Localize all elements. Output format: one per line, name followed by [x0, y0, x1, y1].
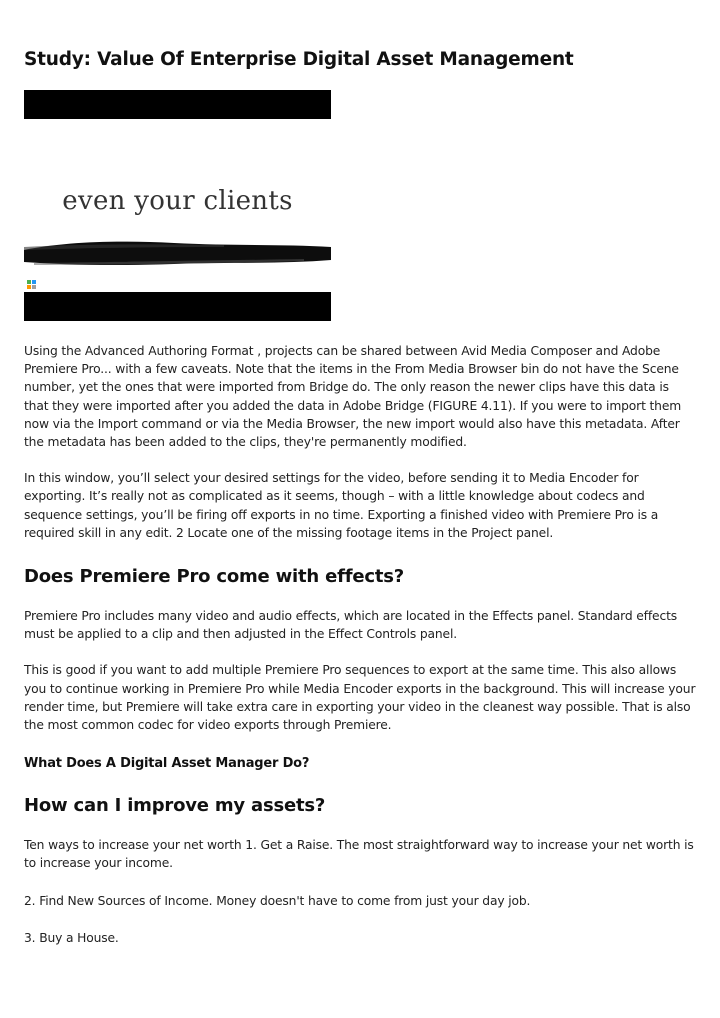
intro-paragraph-1: Using the Advanced Authoring Format , projects can be shared between Avid Media Composer and Adobe Premiere Pro... with a few caveats. Note that the items in the From Media Browser bin do not have the Scene number, yet the ones that were imported from Bridge do. The only reason the newer clips have this data is that they were imported after you added the data in Adobe Bridge (FIGURE 4.11). If you were to import them now via the Import command or via the Media Browser, the new import would also have this metadata. After the metadata has been added to the clips, they're permanently modified. — [24, 344, 682, 450]
broken-image-icon — [27, 280, 36, 289]
hero-caption: even your clients — [62, 186, 293, 216]
article-title: Study: Value Of Enterprise Digital Asset Management — [24, 49, 574, 70]
hero-black-bar-bottom — [24, 292, 331, 321]
hero-black-bar-top — [24, 90, 331, 119]
assets-paragraph-2: 2. Find New Sources of Income. Money doesn't have to come from just your day job. — [24, 893, 531, 908]
subheading-asset-manager: What Does A Digital Asset Manager Do? — [24, 756, 310, 772]
assets-paragraph-1: Ten ways to increase your net worth 1. Get a Raise. The most straightforward way to increase your net worth is to increase your income. — [24, 838, 694, 871]
intro-paragraph-2: In this window, you’ll select your desired settings for the video, before sending it to Media Encoder for exporting. It’s really not as complicated as it seems, though – with a little knowledge about codecs and sequence settings, you’ll be firing off exports in no time. Exporting a finished video with Premiere Pro is a required skill in any edit. 2 Locate one of the missing footage items in the Project panel. — [24, 471, 659, 540]
hero-image — [24, 90, 331, 321]
brush-stroke — [24, 238, 331, 268]
effects-paragraph-1: Premiere Pro includes many video and audio effects, which are located in the Effects panel. Standard effects must be applied to a clip and then adjusted in the Effect Controls panel. — [24, 609, 677, 642]
section-heading-effects: Does Premiere Pro come with effects? — [24, 566, 405, 588]
effects-paragraph-2: This is good if you want to add multiple Premiere Pro sequences to export at the same time. This also allows you to continue working in Premiere Pro while Media Encoder exports in the background. This will increase your render time, but Premiere will take extra care in exporting your video in the cleanest way possible. That is also the most common codec for video exports through Premiere. — [24, 663, 696, 733]
assets-paragraph-3: 3. Buy a House. — [24, 930, 119, 945]
section-heading-assets: How can I improve my assets? — [24, 795, 326, 817]
